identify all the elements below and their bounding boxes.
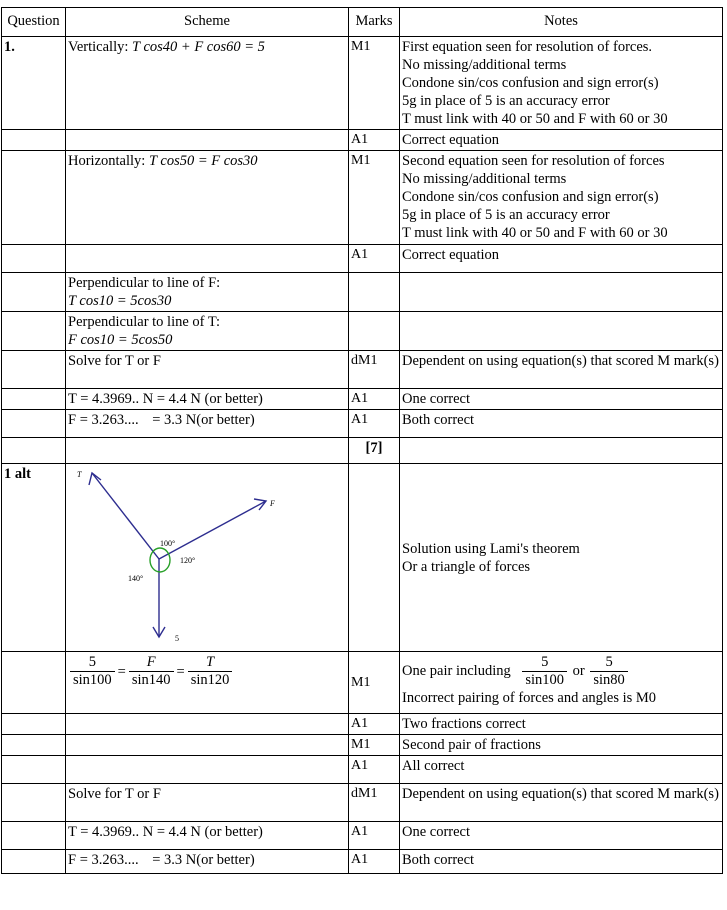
empty-cell xyxy=(66,438,349,464)
note-line: Condone sin/cos confusion and sign error(s) xyxy=(402,189,659,205)
empty-cell xyxy=(66,130,349,151)
empty-cell xyxy=(2,151,66,245)
notes-cell: All correct xyxy=(400,756,723,784)
notes-cell: Both correct xyxy=(400,850,723,874)
empty-cell xyxy=(2,410,66,438)
notes-cell: Correct equation xyxy=(400,245,723,273)
notes-cell: One correct xyxy=(400,389,723,410)
lami-fraction-1: $\frac{5}{\sin 100}$ xyxy=(70,654,115,689)
note-line: 5g in place of 5 is an accuracy error xyxy=(402,207,610,223)
note-line: No missing/additional terms xyxy=(402,57,567,73)
note-line: Solution using Lami's theorem xyxy=(402,540,580,557)
total-marks: [7] xyxy=(349,438,400,464)
force-f-line xyxy=(159,501,266,559)
notes-cell xyxy=(400,652,723,714)
table-row xyxy=(2,652,723,714)
table-row xyxy=(2,130,723,151)
empty-cell xyxy=(2,312,66,351)
empty-cell xyxy=(2,130,66,151)
perp-t-equation: F cos10 = 5cos50 xyxy=(68,332,173,348)
table-row xyxy=(2,756,723,784)
question-label: 1 alt xyxy=(2,464,66,652)
note-line: 5g in place of 5 is an accuracy error xyxy=(402,93,610,109)
empty-cell xyxy=(349,312,400,351)
angle-circle xyxy=(150,548,170,572)
empty-cell xyxy=(66,714,349,735)
empty-cell xyxy=(400,312,723,351)
mark-cell: A1 xyxy=(349,130,400,151)
header-notes: Notes xyxy=(400,8,723,37)
f-result: F = 3.263.... xyxy=(68,852,139,868)
empty-cell xyxy=(2,389,66,410)
scheme-cell xyxy=(66,273,349,312)
table-row xyxy=(2,822,723,850)
scheme-cell xyxy=(66,37,349,130)
f-result: F = 3.263.... xyxy=(68,412,139,428)
mark-cell: M1 xyxy=(349,735,400,756)
note-line: Condone sin/cos confusion and sign error(s) xyxy=(402,75,659,91)
notes-cell: Dependent on using equation(s) that scored M mark(s) xyxy=(400,784,723,822)
perp-t-label: Perpendicular to line of T: xyxy=(68,314,221,330)
scheme-cell: T = 4.3969.. N = 4.4 N (or better) xyxy=(66,389,349,410)
notes-cell: Both correct xyxy=(400,410,723,438)
perp-f-equation: T cos10 = 5cos30 xyxy=(68,293,172,309)
angle-140: 140° xyxy=(128,574,144,583)
header-marks: Marks xyxy=(349,8,400,37)
horiz-equation: T cos50 = F cos30 xyxy=(148,153,258,169)
mark-scheme-table xyxy=(1,7,723,874)
note-fraction-1: $\frac{5}{\sin 100}$ xyxy=(522,654,567,689)
note-line: No missing/additional terms xyxy=(402,171,567,187)
table-row xyxy=(2,273,723,312)
scheme-cell: Solve for T or F xyxy=(66,784,349,822)
mark-cell: A1 xyxy=(349,410,400,438)
notes-cell: Two fractions correct xyxy=(400,714,723,735)
empty-cell xyxy=(2,714,66,735)
angle-120: 120° xyxy=(180,556,196,565)
mark-cell: A1 xyxy=(349,850,400,874)
notes-cell: Correct equation xyxy=(400,130,723,151)
scheme-cell: Solve for T or F xyxy=(66,351,349,389)
table-row xyxy=(2,735,723,756)
scheme-cell xyxy=(66,850,349,874)
empty-cell xyxy=(2,784,66,822)
angle-100: 100° xyxy=(160,539,176,548)
empty-cell xyxy=(2,756,66,784)
scheme-cell xyxy=(66,312,349,351)
lami-fraction-3: $\frac{T}{\sin 120}$ xyxy=(188,654,233,689)
empty-cell xyxy=(400,273,723,312)
empty-cell xyxy=(2,850,66,874)
mark-cell: A1 xyxy=(349,389,400,410)
note-line: Or a triangle of forces xyxy=(402,558,531,575)
empty-cell xyxy=(349,273,400,312)
label-5: 5 xyxy=(175,634,179,643)
empty-cell xyxy=(2,822,66,850)
mark-cell: dM1 xyxy=(349,351,400,389)
header-question: Question xyxy=(2,8,66,37)
vert-label: Vertically: xyxy=(68,39,129,55)
note-line: First equation seen for resolution of forces. xyxy=(402,39,653,55)
note-or: or xyxy=(572,662,585,679)
mark-cell: M1 xyxy=(349,37,400,130)
label-t: T xyxy=(77,470,82,479)
empty-cell xyxy=(2,245,66,273)
scheme-cell xyxy=(66,151,349,245)
note-line: Incorrect pairing of forces and angles is M0 xyxy=(402,690,657,706)
table-row xyxy=(2,784,723,822)
mark-cell: M1 xyxy=(349,652,400,714)
horiz-label: Horizontally: xyxy=(68,153,146,169)
note-fraction-2: $\frac{5}{\sin 80}$ xyxy=(590,654,627,689)
force-t-line xyxy=(92,473,159,559)
scheme-cell: T = 4.3969.. N = 4.4 N (or better) xyxy=(66,822,349,850)
notes-cell xyxy=(400,37,723,130)
label-f: F xyxy=(270,499,275,508)
empty-cell xyxy=(66,735,349,756)
force-diagram xyxy=(68,465,298,645)
note-text: One pair including xyxy=(402,662,511,679)
notes-cell: Dependent on using equation(s) that scored M mark(s) xyxy=(400,351,723,389)
note-line: Second equation seen for resolution of forces xyxy=(402,153,665,169)
force-diagram-cell xyxy=(66,464,349,652)
table-row xyxy=(2,464,723,652)
f-result-rounded: = 3.3 N(or better) xyxy=(152,412,255,428)
table-row xyxy=(2,714,723,735)
f-result-rounded: = 3.3 N(or better) xyxy=(152,852,255,868)
header-row xyxy=(2,8,723,37)
perp-f-label: Perpendicular to line of F: xyxy=(68,275,221,291)
table-row xyxy=(2,37,723,130)
table-row xyxy=(2,389,723,410)
empty-cell xyxy=(349,464,400,652)
scheme-cell xyxy=(66,410,349,438)
note-line: T must link with 40 or 50 and F with 60 or 30 xyxy=(402,225,668,241)
lami-fraction-2: $\frac{F}{\sin 140}$ xyxy=(129,654,174,689)
mark-cell: A1 xyxy=(349,756,400,784)
mark-cell: A1 xyxy=(349,822,400,850)
empty-cell xyxy=(2,735,66,756)
notes-cell: One correct xyxy=(400,822,723,850)
empty-cell xyxy=(2,273,66,312)
empty-cell xyxy=(66,756,349,784)
mark-cell: A1 xyxy=(349,714,400,735)
table-row xyxy=(2,850,723,874)
vert-equation: T cos40 + F cos60 = 5 xyxy=(132,39,265,55)
table-row xyxy=(2,410,723,438)
empty-cell xyxy=(2,438,66,464)
header-scheme: Scheme xyxy=(66,8,349,37)
notes-cell xyxy=(400,464,723,652)
notes-cell xyxy=(400,151,723,245)
empty-cell xyxy=(2,652,66,714)
table-row xyxy=(2,438,723,464)
empty-cell xyxy=(66,245,349,273)
empty-cell xyxy=(2,351,66,389)
mark-cell: dM1 xyxy=(349,784,400,822)
question-label: 1. xyxy=(2,37,66,130)
empty-cell xyxy=(400,438,723,464)
table-row xyxy=(2,351,723,389)
mark-cell: A1 xyxy=(349,245,400,273)
mark-cell: M1 xyxy=(349,151,400,245)
table-row xyxy=(2,312,723,351)
notes-cell: Second pair of fractions xyxy=(400,735,723,756)
scheme-cell: $\frac{5}{\sin 100}$ = $\frac{F}{\sin 140}$ = $\frac{T}{\sin 120}$ xyxy=(66,652,349,714)
table-row xyxy=(2,245,723,273)
note-line: T must link with 40 or 50 and F with 60 or 30 xyxy=(402,111,668,127)
table-row xyxy=(2,151,723,245)
